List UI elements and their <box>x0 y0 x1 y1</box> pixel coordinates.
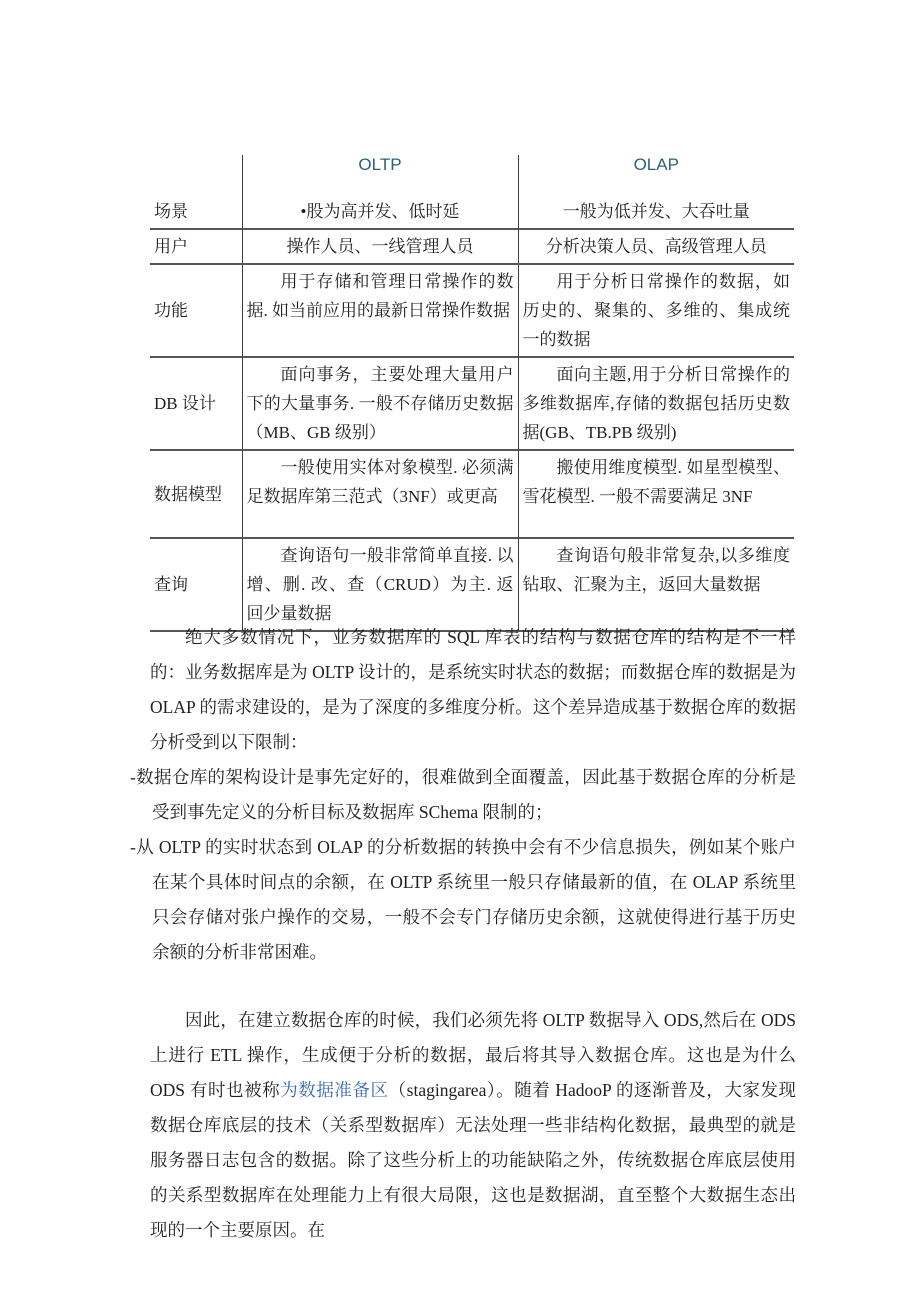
olap-cell: 面向主题,用于分析日常操作的多维数据库,存储的数据包括历史数据(GB、TB.PB 级别) <box>518 357 794 450</box>
comparison-table <box>150 155 794 632</box>
oltp-cell: 查询语句一般非常简单直接. 以增、删. 改、查（CRUD）为主. 返回少量数据 <box>242 538 518 631</box>
table-row-query <box>150 538 794 631</box>
paragraph-text: （stagingarea）。随着 HadooP 的逐渐普及，大家发现数据仓库底层的技术（关系型数据库）无法处理一些非结构化数据，最典型的就是服务器日志包含的数据。除了这些分析上的功能缺陷之外，传统数据仓库底层使用的关系型数据库在处理能力上有很大局限，这也是数据湖，直至整个大数据生态出现的一个主要原因。在 <box>150 1080 797 1240</box>
oltp-cell: 操作人员、一线管理人员 <box>242 229 518 264</box>
olap-cell: 用于分析日常操作的数据，如历史的、聚集的、多维的、集成统一的数据 <box>518 264 794 357</box>
staging-area-link[interactable]: 为数据准备区 <box>280 1080 389 1100</box>
olap-cell: 查询语句般非常复杂,以多维度钻取、汇聚为主，返回大量数据 <box>518 538 794 631</box>
oltp-olap-comparison-table <box>150 155 794 632</box>
oltp-cell: 用于存储和管理日常操作的数据. 如当前应用的最新日常操作数据 <box>242 264 518 357</box>
paragraph-text: 因此，在建立数据仓库的时候，我们必须先将 OLTP 数据导入 ODS,然后在 ODS 上进行 ETL 操作，生成便于分析的数据，最后将其导入数据仓库。这也是为什么 ODS 有时也被称 <box>150 1010 796 1100</box>
empty-header-cell <box>150 155 242 195</box>
paragraph-intro: 绝大多数情况下，业务数据库的 SQL 库表的结构与数据仓库的结构是不一样的：业务数据库是为 OLTP 设计的，是系统实时状态的数据；而数据仓库的数据是为 OLAP 的需求建设的，是为了深度的多维度分析。这个差异造成基于数据仓库的数据分析受到以下限制： <box>150 627 796 752</box>
oltp-cell: 面向事务，主要处理大量用户下的大量事务. 一般不存储历史数据（MB、GB 级别） <box>242 357 518 450</box>
oltp-header: OLTP <box>242 155 518 195</box>
oltp-cell: •股为高并发、低时延 <box>242 195 518 229</box>
row-label-cell: 用户 <box>150 229 242 264</box>
row-label-cell: 查询 <box>150 538 242 631</box>
table-row-db-design <box>150 357 794 450</box>
table-row-scenario <box>150 195 794 229</box>
table-header-row <box>150 155 794 195</box>
olap-cell: 分析决策人员、高级管理人员 <box>518 229 794 264</box>
paragraph-ods-etl <box>150 1003 796 1248</box>
row-label-cell: DB 设计 <box>150 357 242 450</box>
olap-cell: 搬使用维度模型. 如星型模型、雪花模型. 一般不需要满足 3NF <box>518 450 794 538</box>
olap-header: OLAP <box>518 155 794 195</box>
table-row-function <box>150 264 794 357</box>
oltp-cell: 一般使用实体对象模型. 必须满足数据库第三范式（3NF）或更高 <box>242 450 518 538</box>
olap-cell: 一般为低并发、大吞吐量 <box>518 195 794 229</box>
row-label-cell: 场景 <box>150 195 242 229</box>
bullet-item-schema-limit: -数据仓库的架构设计是事先定好的，很难做到全面覆盖，因此基于数据仓库的分析是受到事先定义的分析目标及数据库 SChema 限制的； <box>130 767 796 822</box>
table-row-data-model <box>150 450 794 538</box>
row-label-cell: 数据模型 <box>150 450 242 538</box>
bullet-item-info-loss: -从 OLTP 的实时状态到 OLAP 的分析数据的转换中会有不少信息损失，例如某个账户在某个具体时间点的余额，在 OLTP 系统里一般只存储最新的值，在 OLAP 系统里只会存储对张户操作的交易，一般不会专门存储历史余额，这就使得进行基于历史余额的分析非常困难。 <box>130 837 796 962</box>
body-text <box>130 620 796 1248</box>
row-label-cell: 功能 <box>150 264 242 357</box>
table-row-users <box>150 229 794 264</box>
